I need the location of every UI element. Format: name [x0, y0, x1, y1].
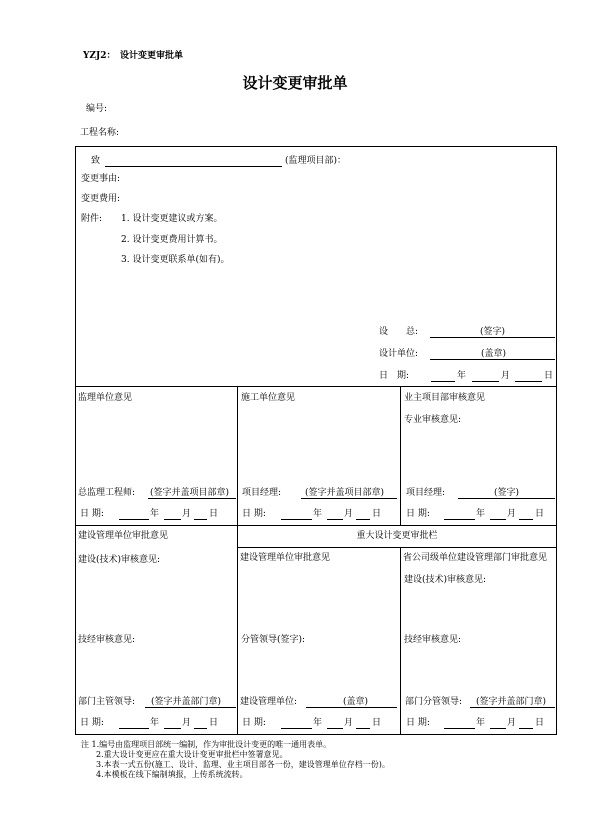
- owner-manager-value: (签字): [494, 488, 520, 498]
- owner-review-title: 业主项目部审核意见: [404, 393, 486, 403]
- day-field[interactable]: [194, 728, 207, 729]
- note-line: 注 1.编号由监理项目部统一编制，作为审批设计变更的唯一通用表单。: [81, 740, 332, 749]
- top-date-label: 日 期:: [379, 371, 410, 381]
- month-label: 月: [507, 718, 517, 728]
- provincial-approval-title: 省公司级单位建设管理部门审批意见: [403, 553, 548, 563]
- month-field[interactable]: [164, 728, 181, 729]
- year-field[interactable]: [281, 728, 312, 729]
- day-label: 日: [209, 509, 219, 519]
- attachment-label: 附件:: [81, 214, 103, 224]
- construction-opinion-title: 施工单位意见: [241, 393, 296, 403]
- technical-review-label: 建设(技术)审核意见:: [404, 575, 487, 585]
- year-label: 年: [457, 371, 467, 381]
- day-field[interactable]: [356, 728, 370, 729]
- date-label: 日 期:: [80, 718, 104, 728]
- project-manager-value: (签字并盖项目部章): [305, 488, 385, 498]
- dept-head-label: 部门主管领导:: [78, 697, 136, 707]
- month-field[interactable]: [164, 519, 181, 520]
- day-field[interactable]: [519, 519, 533, 520]
- attachment-item: 1. 设计变更建议或方案。: [121, 214, 223, 224]
- date-label: 日 期:: [406, 718, 430, 728]
- attachment-item: 2. 设计变更费用计算书。: [121, 235, 223, 245]
- supervisor-field[interactable]: [105, 166, 282, 167]
- design-unit-value: (盖章): [481, 349, 507, 359]
- month-label: 月: [501, 371, 511, 381]
- form-code: YZJ2：: [83, 51, 116, 61]
- month-label: 月: [344, 509, 354, 519]
- design-unit-label: 设计单位:: [379, 349, 419, 359]
- year-field[interactable]: [281, 519, 312, 520]
- owner-manager-label: 项目经理:: [406, 488, 446, 498]
- cost-review-label: 技经审核意见:: [404, 635, 462, 645]
- day-label: 日: [372, 718, 382, 728]
- note-line: 2.重大设计变更应在重大设计变更审批栏中签署意见。: [96, 750, 288, 759]
- note-line: 4.本模板在线下编制填报，上传系统流转。: [96, 770, 248, 779]
- day-field[interactable]: [356, 519, 370, 520]
- chief-supervisor-label: 总监理工程师:: [78, 488, 136, 498]
- month-field[interactable]: [327, 519, 343, 520]
- year-field[interactable]: [119, 519, 149, 520]
- chief-designer-label: 设 总:: [379, 327, 419, 337]
- form-code-title: 设计变更审批单: [120, 51, 184, 61]
- supervision-opinion-title: 监理单位意见: [78, 393, 133, 403]
- day-label: 日: [209, 718, 219, 728]
- to-suffix: (监理项目部)：: [285, 156, 347, 166]
- day-field[interactable]: [515, 381, 542, 382]
- page-title: 设计变更审批单: [242, 74, 348, 92]
- year-label: 年: [313, 509, 323, 519]
- dept-leader-label: 部门分管领导:: [405, 697, 463, 707]
- construction-mgmt-title: 建设管理单位审批意见: [78, 531, 169, 541]
- year-label: 年: [476, 509, 486, 519]
- day-label: 日: [544, 371, 554, 381]
- dept-leader-value: (签字并盖部门章): [476, 697, 547, 707]
- day-field[interactable]: [519, 728, 533, 729]
- construction-mgmt-unit-value: (盖章): [343, 697, 369, 707]
- dept-head-value: (签字并盖部门章): [151, 697, 222, 707]
- month-field[interactable]: [490, 728, 506, 729]
- note-line: 3.本表一式五份(施工、设计、监理、业主项目部各一份，建设管理单位存档一份)。: [96, 760, 390, 769]
- project-manager-label: 项目经理:: [242, 488, 282, 498]
- month-label: 月: [344, 718, 354, 728]
- attachment-item: 3. 设计变更联系单(如有)。: [121, 255, 230, 265]
- cost-review-label: 技经审核意见:: [78, 635, 136, 645]
- professional-review-label: 专业审核意见:: [404, 415, 462, 425]
- year-field[interactable]: [444, 519, 475, 520]
- year-field[interactable]: [431, 381, 455, 382]
- month-field[interactable]: [490, 519, 506, 520]
- month-label: 月: [182, 718, 192, 728]
- date-label: 日 期:: [406, 509, 430, 519]
- day-label: 日: [535, 718, 545, 728]
- chief-designer-value: (签字): [480, 327, 506, 337]
- year-label: 年: [150, 718, 160, 728]
- month-field[interactable]: [327, 728, 343, 729]
- cost-label: 变更费用:: [81, 194, 121, 204]
- year-field[interactable]: [444, 728, 475, 729]
- date-label: 日 期:: [242, 509, 266, 519]
- leader-signature-label: 分管领导(签字):: [241, 635, 306, 645]
- to-prefix: 致: [91, 156, 101, 166]
- technical-review-label: 建设(技术)审核意见:: [78, 555, 161, 565]
- day-field[interactable]: [194, 519, 207, 520]
- year-field[interactable]: [119, 728, 149, 729]
- day-label: 日: [372, 509, 382, 519]
- month-label: 月: [182, 509, 192, 519]
- number-label: 编号:: [86, 104, 108, 114]
- day-label: 日: [535, 509, 545, 519]
- construction-mgmt-approval-title: 建设管理单位审批意见: [240, 553, 331, 563]
- year-label: 年: [150, 509, 160, 519]
- year-label: 年: [476, 718, 486, 728]
- project-name-label: 工程名称:: [80, 128, 120, 138]
- reason-label: 变更事由:: [81, 174, 121, 184]
- month-label: 月: [507, 509, 517, 519]
- date-label: 日 期:: [242, 718, 266, 728]
- chief-supervisor-value: (签字并盖项目部章): [150, 488, 230, 498]
- construction-mgmt-unit-label: 建设管理单位:: [240, 697, 298, 707]
- month-field[interactable]: [472, 381, 499, 382]
- year-label: 年: [313, 718, 323, 728]
- major-change-title: 重大设计变更审批栏: [356, 531, 438, 541]
- date-label: 日 期:: [80, 509, 104, 519]
